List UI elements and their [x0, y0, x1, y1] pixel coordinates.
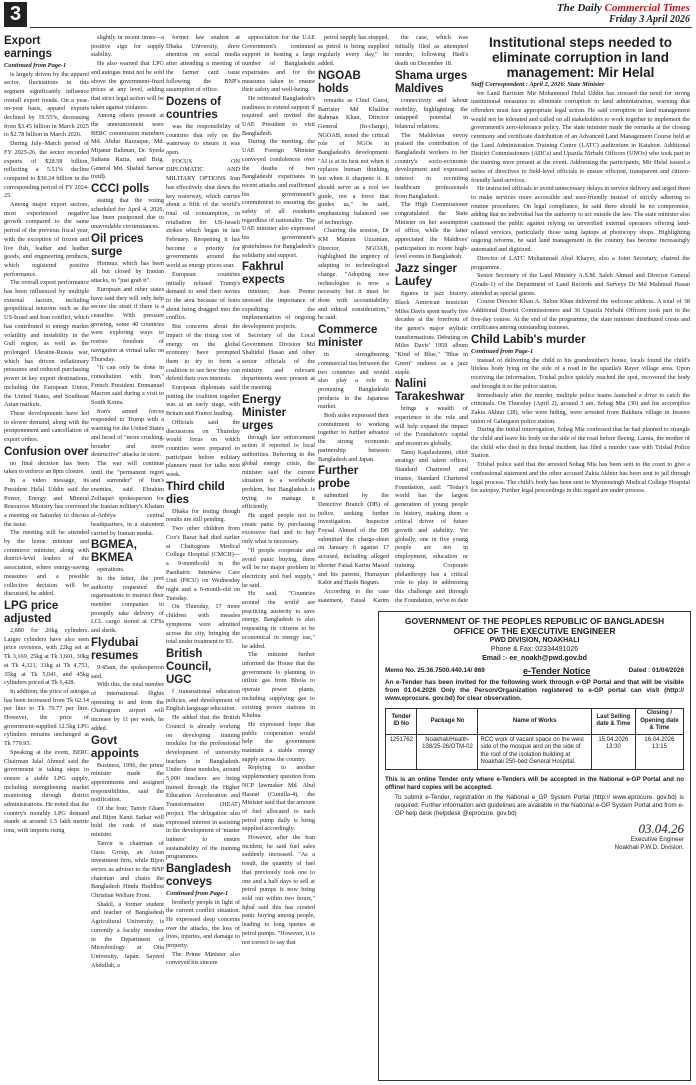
- paragraph: minister, Jean Pesme stressed the importance of expediting the implementation of ongoing development projects.: [242, 288, 315, 331]
- column-1: [4, 34, 89, 1083]
- masthead: [557, 2, 690, 26]
- paragraph: In addition, the price of autogas has been increased from Tk 62.14 per liter to Tk 79.77 per litre. However, the price of government-supplied 12.5kg LPG cylinders remains unchanged at Tk 779.95.: [4, 687, 89, 748]
- paragraph: The Maldivian envoy praised the contribution of Bangladeshi workers to her country's socio-economic development and expressed interest in recruiting healthcare professionals from Bangladesh.: [395, 131, 468, 200]
- tender-dated: Dated : 01/04/2026: [628, 667, 684, 674]
- column-7: [471, 34, 690, 606]
- column-5: [318, 34, 389, 606]
- tender-signature-date: 03.04.26: [638, 820, 684, 836]
- headline: Further probe: [318, 465, 359, 491]
- tender-col-header: Package No: [417, 709, 478, 735]
- paragraph: Secretary of the Local Government Division Md Shahidul Hasan and other senior officials of the ministry and relevant departments were present at the meeting.: [242, 331, 315, 392]
- headline: Flydubai resumes: [91, 636, 139, 662]
- paragraph: Iran's armed forces responded to Trump with a warning for the United States and Israel of "more crushing, broader and more destructive" attacks in store.: [91, 407, 164, 459]
- headline: Nalini Tarakeshwar: [395, 378, 465, 404]
- page-number: 3: [4, 2, 27, 27]
- column-2: [91, 34, 164, 1083]
- tender-memo: Memo No. 25.36.7500.440.14/ 869: [385, 667, 485, 674]
- paragraph: remarks as Chief Guest, Barrister Md Khalilur Rahman Khan, Director General (In-charge), NGOAB, noted the critical role of NGOs in Bangladesh's development. "AI is at its best not when it replaces human thinking, but when it sharpens it. It should serve as a tool we guide, not a force that guides us," he said, emphasizing balanced use of technology.: [318, 96, 389, 226]
- tender-email: Email :- ee_noakh@pwd.gov.bd: [482, 655, 587, 662]
- paragraph: Director of LATC Mohammad Abul Khayer, also a Joint Secretary, chaired the programme.: [471, 254, 690, 271]
- paragraph: The minister further informed the House that the government is planning to utilize gas from Bhola to operate power plants, including supplying gas to existing power stations in Khulna.: [242, 651, 315, 720]
- paragraph: In the letter, the port authority requested the organisations to instruct their member companies to promptly take delivery of LCL cargo stored at CFSs and sheds.: [91, 574, 164, 635]
- headline: Jazz singer Laufey: [395, 263, 457, 289]
- paragraph: for Land Barrister Mir Mohammed Helal Uddin has stressed the need for strong institutional measures to eliminate corruption in land administration, warning that offenders must face appropriate legal action. He said corruption in land management would not be tolerated and called on all stakeholders to work together to implement the government's zero-tolerance policy. The state minister made the remarks at the closing ceremony and certificate distribution of an Advanced Land Management Course held at the Land Administration Training Centre (LATC) auditorium in Katabon. Additional District Commissioners (ADCs) and Upazila Nirbahi Officers (UNOs) who took part in the training were present at the event. Addressing the participants, Mir Helal issued a series of directives to field-level officials to ensure efficient, transparent and citizen-friendly land services.: [471, 89, 690, 184]
- tender-title: e-Tender Notice: [523, 666, 591, 676]
- byline: Continued from Page-1: [471, 348, 534, 356]
- tender-note-1: This is an online Tender only where e-Tenders will be accepted in the National e-GP Portal and no offline/ hard copies will be accepted.: [385, 775, 684, 791]
- paragraph: Immediately after the murder, multiple police teams launched a drive to catch the criminals. On Thursday (April 2), around 3 am, Sohag Mia (30) and his accomplice Zakia Akhtar (28), who were hiding, were arrested from Bakhura village in Jessore union of Gafargaon police station.: [471, 391, 690, 425]
- tender-col-header: Last Selling date & Time: [591, 709, 635, 735]
- tender-cell: 15.04.2026 13:30: [591, 734, 635, 769]
- paragraph: Hormuz, which has been all but closed by Iranian attacks, to "just grab it".: [91, 259, 164, 285]
- paragraph: The Prime Minister also conveyed his sincere: [166, 950, 240, 967]
- paragraph: Officials said the discussions on Thursday would focus on which countries were prepared to participate before military planners meet for talks next week.: [166, 418, 240, 479]
- paragraph: He added that the British Council is already working on developing training modules for the professional development of university teachers in Bangladesh. Under these modules, around 5,000 teachers are being trained through the Higher Education Acceleration and Transformation (HEAT) project. The delegation also expressed interest in assisting in the development of 'master trainers' to ensure sustainability of the training programmes.: [166, 714, 240, 861]
- paragraph: 9:45am, the spokesperson said.: [91, 663, 164, 680]
- paragraph: Trishal police said that the arrested Sohag Mia has been sent to the court to give a confessional statement and the other accused Zakia Akhter has been sent to jail through legal process. The child's body has been sent to Mymensingh Medical College Hospital for autopsy. Further legal proceedings in this regard are under process.: [471, 461, 690, 495]
- tender-cell: Noakhali/Health-138/25-26/OTM-02: [417, 734, 478, 769]
- tender-signatory-title: Executive Engineer: [630, 835, 684, 843]
- tender-header-row: [386, 709, 684, 735]
- paragraph: FOCUS ON DIPLOMATIC AND MILITARY OPTIONS Iran has effectively shut down the key waterway, which carries about a fifth of the world's total oil consumption, in retaliation for US-Israeli strikes which began in late February. Reopening it has become a priority for governments around the world as energy prices soar.: [166, 157, 240, 270]
- headline: Export earnings: [4, 35, 52, 60]
- paragraph: "It can only be done in consultation with Iran," French President Emmanuel Macron said during a visit to South Korea.: [91, 364, 164, 407]
- tender-notice: [378, 611, 691, 1081]
- paragraph: Chairing the session, Dr KM Mamun Uzzaman, Director, NGOAB, highlighted the urgency of adapting to technological change. "Adopting new technologies is now a necessity but it must be done with accountability and ethical consideration," he said.: [318, 227, 389, 322]
- paragraph: He expressed hope that public cooperation would help the government maintain a stable energy supply across the country.: [242, 720, 315, 763]
- paragraph: The meeting will be attended by the home minister and commerce minister, along with district-level leaders of the association, where energy-saving measures and a possible collective decision will be discussed, he added.: [4, 529, 89, 598]
- tender-col-header: Closing / Opening date & Time: [635, 709, 683, 735]
- headline: Bangladesh conveys: [166, 863, 232, 889]
- tender-row: [386, 734, 684, 769]
- tender-table: [385, 708, 684, 770]
- paragraph: no final decision has been taken to enforce an 8pm closure.: [4, 459, 89, 476]
- paragraph: He reiterated Bangladesh's readiness to extend support if required and invited the UAE President to visit Bangladesh.: [242, 94, 315, 137]
- paragraph: Two other children from Cox's Bazar had died earlier at Chattogram Medical College Hospital (CMCH)—a 9-month-old in the Paediatric Intensive Care Unit (PICU) on Wednesday night and a 6-month-old on Tuesday.: [166, 525, 240, 602]
- paragraph: He urged people not to create panic by purchasing excessive fuel and to buy only what is necessary.: [242, 512, 315, 546]
- paragraph: With this, the total number of international flights operating to and from the Chattogram airport will increase by 11 per week, he added.: [91, 681, 164, 732]
- paragraph: petrol supply has stopped, as petrol is being supplied regularly every day," he added.: [318, 34, 389, 68]
- headline: BGMEA, BKMEA: [91, 539, 137, 565]
- headline: Shama urges Maldives: [395, 69, 468, 95]
- headline: Fakhrul expects: [242, 261, 285, 287]
- paragraph: Among others present at the announcement were BERC commission members Md. Abdur Razzaque, Md. Mijanur Rahman, Dr. Syeda Sultana Razia, and Brig. General Md. Shahid Sarwar (retd).: [91, 112, 164, 181]
- paragraph: former law student at Dhaka University, drew attention on social media after attending a meeting of the farmer card issue following the BNP's assumption of office.: [166, 34, 240, 94]
- paragraph: Among major export sectors, most experienced negative growth compared to the same period of the previous fiscal year, with the exception of frozen and live fish, leather and leather goods, and engineering products, which registered positive performance.: [4, 201, 89, 278]
- tender-col-header: Tender ID No: [386, 709, 417, 735]
- paragraph: instead of delivering the child to his grandmother's house, locals found the child's lifeless body lying on the side of a road in the upazila's Rayer village area. Upon receiving the information, Trishal police quickly reached the spot, recovered the body and brought it to the police station.: [471, 356, 690, 390]
- headline: NGOAB holds: [318, 69, 361, 95]
- paragraph: slightly in recent times—a positive sign for supply stability.: [91, 34, 164, 59]
- paragraph: was the responsibility of countries that rely on the waterway to ensure it was open.: [166, 122, 240, 157]
- paragraph: submitted by the Detective Branch (DB) of police, seeking further investigation. Inspector Foysal Ahmed of the DB submitted the charge-sheet on January 6 against 17 accused, including alleged shooter Faisal Karim Masud and his parents, Humayun Kabir and Hasbi Begum.: [318, 492, 389, 587]
- paragraph: He instructed officials to avoid unnecessary delays in service delivery and urged them to make services more accessible and user-friendly instead of strictly adhering to routine procedures. On legal compliance, he said there should be no compromise, adding that no individual has the authority to act outside the law. The state minister also cautioned the public against relying on unverified external operators offering land-related services, particularly those using laptops at photocopy shops. Highlighting ongoing reforms, he said land management in the country has become increasingly automated and digitized.: [471, 185, 690, 254]
- paragraph: The High Commissioner congratulated the State Minister on her assumption of office, while the latter appreciated the Maldives' participation in recent high-level events in Bangladesh.: [395, 201, 468, 261]
- tender-signatory-office: Noakhali P.W.D. Division.: [614, 843, 684, 851]
- paragraph: brotherly people in light of the current conflict situation. He expressed deep concerns over the attacks, the loss of lives, injuries, and damage to property.: [166, 898, 240, 950]
- paragraph: Tanuj Kapilashrami, chief strategy and talent officer, Standard Chartered and trustee, Standard Chartered Foundation, said: "Today's world has the largest generation of young people in history, making them a critical driver of future growth and stability. Yet globally, one in five young people are not in employment, education or training. Corporate philanthropy has a critical role to play in addressing this challenge and through the Foundation, we've to date: [395, 448, 468, 604]
- paragraph: Speaking at the event, BERC Chairman Jalal Ahmed said the government is taking steps to ensure a stable LPG supply, including strengthening market monitoring through district administrations. He noted that the country's monthly LPG demand stands at around 1.5 lakh metric tons, with imports rising: [4, 748, 89, 835]
- paragraph: During the meeting, the UAE Foreign Minister conveyed condolences over the deaths of two Bangladeshi expatriates in recent attacks and reaffirmed his government's commitment to ensuring the safety of all residents regardless of nationality. The UAE minister also expressed his government's gratefulness for Bangladesh's solidarity and support.: [242, 138, 315, 259]
- paragraph: European and other states have said they will only help secure the strait if there is a ceasefire. With pressure growing, some 40 countries were exploring ways to restore freedom of navigation at virtual talks on Thursday.: [91, 285, 164, 363]
- paragraph: But concerns about the impact of the rising cost of energy on the global economy have prompted them to try to form a coalition to see how they can defend their own interests.: [166, 323, 240, 383]
- tender-cell: 16.04.2026 13:15: [635, 734, 683, 769]
- paragraph: However, after the Iran incident, he said fuel sales suddenly increased. "As a result, the quantity of fuel that previously took one to one and a half days to sell at petrol pumps is now being sold out within two hours," Iqbal said this has created panic buying among people, leading to long queues at petrol pumps. "However, it is not correct to say that: [242, 834, 315, 946]
- tender-header-1: GOVERNMENT OF THE PEOPLES REPUBLIC OF BANGLADESH: [404, 616, 665, 626]
- column-6: [395, 34, 468, 606]
- tender-header-3: PWD DIVISION, NOAKHALI: [489, 637, 580, 644]
- issue-date: Friday 3 April 2026: [608, 14, 690, 25]
- paragraph: Both sides expressed their commitment to working together to further advance the strong economic partnership between Bangladesh and Japan.: [318, 412, 389, 463]
- paragraph: He also warned that LPG and autogas must not be sold above the government-fixed prices at any level, adding that strict legal action will be taken against violators.: [91, 60, 164, 111]
- headline: Confusion over: [4, 445, 89, 458]
- headline: Third child dies: [166, 480, 225, 506]
- headline: Commerce minister: [318, 324, 378, 350]
- paragraph: is largely driven by the apparel sector, fluctuations in this segment significantly influence overall export trends. On a year-on-year basis, apparel exports declined by 19.55%, decreasing from $3.45 billion in March 2025 to $2.78 billion in March 2026.: [4, 70, 89, 139]
- paragraph: operations.: [97, 566, 125, 574]
- byline: Staff Correspondent : April 2, 2026: State Minister: [471, 81, 605, 88]
- paragraph: "If people cooperate and avoid panic buying, there will be no major problem in electricity and fuel supply," he said.: [242, 546, 315, 589]
- paragraph: Of the four, Tanvir Ghani and Bijon Kanti Sarkar will hold the rank of state minister.: [91, 805, 164, 839]
- paragraph: According to the case statement, Faisal Karim: [318, 587, 389, 604]
- paragraph: Dhaka for testing though results are still pending.: [166, 507, 240, 524]
- tender-cell: RCC work of vacant space on the west side of the mosque and on the side of the roof of the isolation building at Noakhali 250-bed General Hospital.: [478, 734, 591, 769]
- paragraph: The overall export performance has been influenced by multiple external factors, including geopolitical tensions such as the US-Israel and Iran conflict, which has contributed to energy market volatility and instability in the Gulf region, as well as the prolonged Ukraine-Russia war, which has driven inflationary pressures and reduced purchasing power in key export destinations, including the European Union, the United States, and Southeast Asian markets.: [4, 279, 89, 409]
- paragraph: Shakil, a former student and teacher of Bangladesh Agricultural University, is currently a faculty member in the Department of Microbiology at Oita University, Japan. Sayeed Abdullah, a: [91, 900, 164, 969]
- paragraph: The war will continue until the "permanent regret and surrender" of Iran's enemies, said Ebrahim Zolfaqari spokesperson for the Iranian military's Khatam al-Anbiya central headquarters, in a statement carried by Iranian media.: [91, 459, 164, 537]
- headline: Child Labib's murder: [471, 334, 586, 347]
- paragraph: Course Director Khan A. Subur Khan delivered the welcome address. A total of 38 Additional District Commissioners and 36 Upazila Nirbahi Officers took part in the five-day course. At the end of the programme, the state minister distributed crests and certificates among outstanding trainees.: [471, 298, 690, 332]
- paragraph: During the initial interrogation, Sohag Mia confessed that he had planned to strangle the child and leave his body on the side of the road before fleeing. Lamia, the mother of the child who died in this brutal incident, has filed a murder case with Trishal Police Station.: [471, 426, 690, 460]
- tender-cell: 1251762: [386, 734, 417, 769]
- byline: Continued from Page-1: [4, 62, 67, 69]
- tender-signature-block: [385, 822, 684, 852]
- paragraph: European diplomats said putting the coalition together was at an early stage, with Britain and France leading.: [166, 384, 240, 418]
- paragraph: appreciation for the UAE Government's continued support in hosting a large number of Bangladeshi expatriates and for the measures taken to ensure their safety and well-being.: [242, 34, 315, 94]
- paragraph: Senior Secretary of the Land Ministry A.S.M. Saleh Ahmed and Director General (Grade-1) of the Department of Land Records and Surveys Dr Md Mahmud Hasan attended as special guests.: [471, 272, 690, 297]
- column-4: [242, 34, 315, 1083]
- paragraph: He said, "Countries around the world are practicing austerity to save energy. Bangladesh is also requesting its citizens to be economical in energy use," he added.: [242, 590, 315, 650]
- paragraph: f transnational education policies, and development of English language education.: [166, 688, 240, 713]
- headline: Institutional steps needed to eliminate corruption in land management: Mir Helal: [488, 35, 672, 80]
- paragraph: connectivity and labour mobility, highlighting the untapped potential in bilateral relations.: [395, 96, 468, 130]
- paragraph: These developments have led to slower demand, along with the postponement and cancellation of export orders.: [4, 409, 89, 444]
- tender-header-2: OFFICE OF THE EXECUTIVE ENGINEER: [453, 626, 616, 636]
- tender-phone: Phone & Fax: 02334491026: [490, 646, 579, 653]
- headline: Govt appoints: [91, 734, 139, 760]
- headline: CCCI polls: [91, 182, 150, 195]
- paragraph: stating that the voting scheduled for April 4, 2026, has been postponed due to unavoidable circumstances.: [91, 196, 164, 231]
- paragraph: brings a wealth of experience to the role and will help expand the impact of the Foundation's capital and resources globally.: [395, 405, 468, 448]
- paper-name: The Daily Commercial Times: [556, 2, 690, 14]
- tender-note-2: To submit e-Tender, registration in the National e_GP System Portal (http:// www.eprocure. gov.bd) is required. Further information and guidelines are available in the National e-GP System Portal and from e-GP help desk (helpdesk @eprocure. gov.bd): [395, 793, 684, 817]
- headline: British Council, UGC: [166, 648, 212, 686]
- headline: Dozens of countries: [166, 95, 221, 121]
- paragraph: Replying to another supplementary question from NCP lawmaker Md. Abul Hasnat (Cumilla-4), the Minister said that the amount of fuel allocated to each petrol pump daily is being supplied accordingly.: [242, 764, 315, 833]
- paragraph: the case, which was initially filed as attempted murder, following Hadi's death on December 18.: [395, 34, 468, 68]
- paragraph: through law enforcement action if reported to local authorities. Referring to the global energy crisis, the minister said the current situation is a worldwide problem, but Bangladesh is trying to manage it efficiently.: [242, 433, 315, 511]
- paragraph: On Thursday, 17 more children with measles symptoms were admitted across the city, bringing the total under treatment to 93.: [166, 603, 240, 646]
- paragraph: in strengthening commercial ties between the two countries and would also play a role in promoting Bangladeshi products in the Japanese market.: [318, 351, 389, 411]
- paragraph: European countries initially refused Trump's demand to send their navies to the area because of fears about being dragged into the conflict.: [166, 270, 240, 322]
- tender-memo-row: [385, 667, 684, 675]
- byline: Continued from Page-1: [166, 890, 229, 898]
- headline: Oil prices surge: [91, 232, 144, 258]
- masthead-rule: [30, 27, 692, 28]
- headline: LPG price adjusted: [4, 599, 59, 625]
- paragraph: During July–March period of FY 2025-26, the sector recorded exports of $28.58 billion, reflecting a 5.51% decline compared to $30.24 billion in the corresponding period of FY 2024-25.: [4, 140, 89, 200]
- column-3: [166, 34, 240, 1083]
- tender-col-header: Name of Works: [478, 709, 591, 735]
- paragraph: figures in jazz history. Black American musician Miles Davis spent nearly five decades at the forefront of the genre's major stylistic transformations. Debuting on Miles Davis' 1959 album "Kind of Blue," "Blue in Green" endures as a jazz staple.: [395, 290, 468, 376]
- headline: Energy Minister urges: [242, 393, 287, 432]
- paragraph: Business, 1996, the prime minister made the appointments and assigned responsibilities, said the notification.: [91, 761, 164, 804]
- tender-intro: An e-Tender has been invited for the following work through e-GP Portal and that will be visible from 01.04.2026 Only the Person/Organization registered to e-GP portal can visit (http:// www.eprocure. gov.bd) for clear observation.: [385, 679, 684, 702]
- paragraph: 2,880 for 20kg cylinders. Larger cylinders have also seen price revisions, with 22kg set at Tk 3,169, 25kg at Tk 3,601, 30kg at Tk 4,321, 33kg at Tk 4,753, 35kg at Tk 5,041, and 45kg cylinders priced at Tk 6,428.: [4, 626, 89, 687]
- paragraph: Tanvir is chairman of Oasis Group, an Asian investment firm, while Bijon serves as adviser to the BNP chairman and chairs the Bangladesh Hindu Buddhist Christian Welfare Front.: [91, 839, 164, 900]
- paragraph: In a video message, its President Helal Uddin said the Power, Energy and Mineral Resources Ministry has convened a meeting on Saturday to discuss the issue.: [4, 477, 89, 528]
